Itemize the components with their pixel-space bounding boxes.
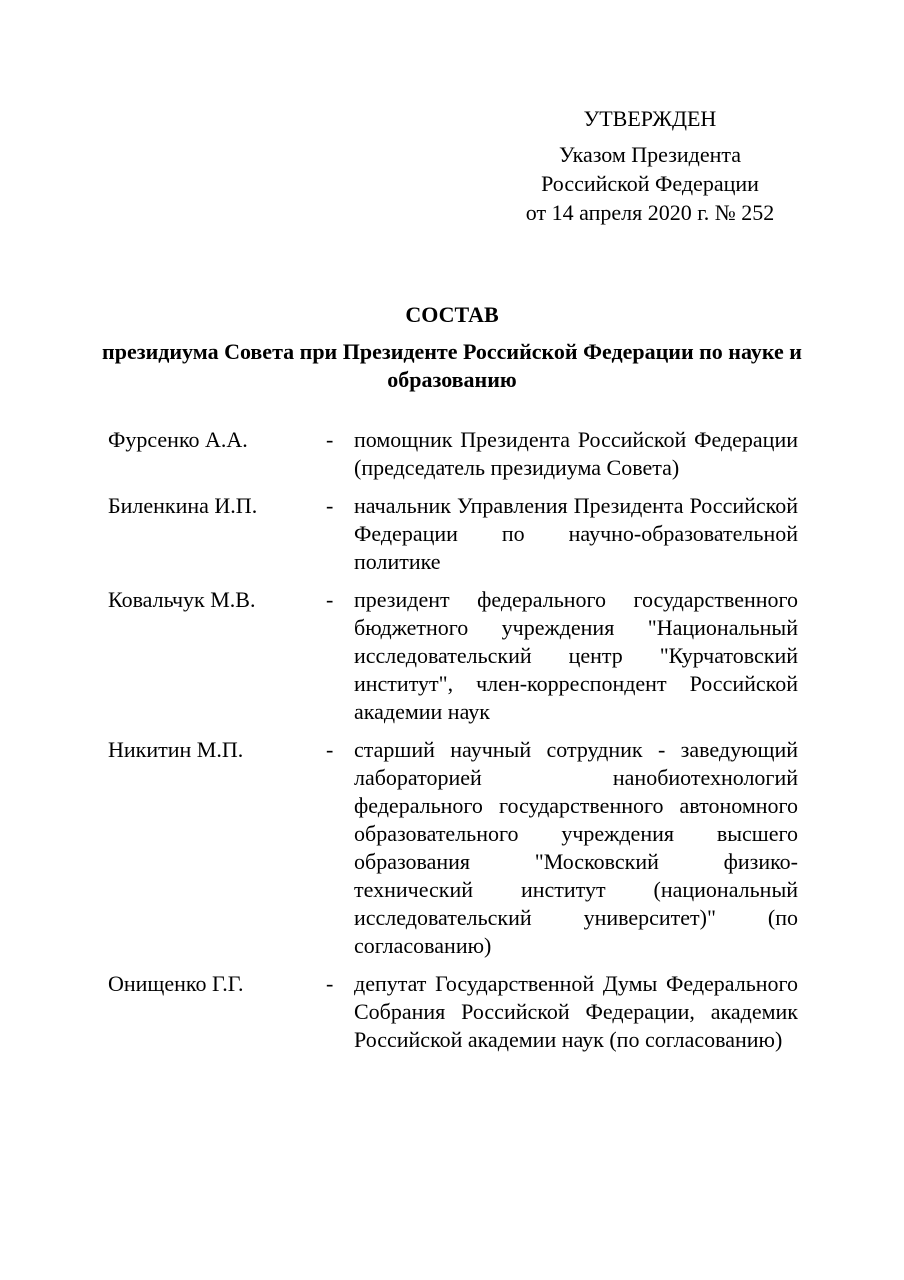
member-description: старший научный сотрудник - заведующий лабораторией нанобиотехнологий федерального государственного автономного образовательного учреждения высшего образования "Московский физико-технический институт (национальный исследовательский университет)" (по согласованию) [354, 737, 798, 958]
approval-line-1: Указом Президента [558, 142, 742, 167]
member-description: помощник Президента Российской Федерации (председатель президиума Совета) [354, 427, 798, 480]
title-subtitle: президиума Совета при Президенте Российской Федерации по науке и образованию [102, 339, 802, 392]
member-dash: - [326, 493, 334, 518]
member-description: депутат Государственной Думы Федерального Собрания Российской Федерации, академик Российской академии наук (по согласованию) [354, 971, 798, 1052]
approved-label: УТВЕРЖДЕН [583, 106, 717, 131]
member-row [108, 492, 798, 576]
approval-line-3: от 14 апреля 2020 г. № 252 [525, 200, 775, 225]
member-description: начальник Управления Президента Российской Федерации по научно-образовательной политике [354, 493, 798, 574]
member-description: президент федерального государственного бюджетного учреждения "Национальный исследовательский центр "Курчатовский институт", член-корреспондент Российской академии наук [354, 587, 798, 724]
member-dash: - [326, 971, 334, 996]
document-title [100, 300, 804, 394]
member-name: Ковальчук М.В. [108, 587, 256, 612]
member-dash: - [326, 737, 334, 762]
member-row [108, 970, 798, 1054]
member-name: Онищенко Г.Г. [108, 971, 244, 996]
member-row [108, 736, 798, 960]
member-row [108, 426, 798, 482]
member-dash: - [326, 427, 334, 452]
member-name: Биленкина И.П. [108, 493, 258, 518]
member-name: Фурсенко А.А. [108, 427, 248, 452]
member-name: Никитин М.П. [108, 737, 244, 762]
member-row [108, 586, 798, 726]
approval-stamp [500, 104, 800, 227]
title-heading: СОСТАВ [405, 302, 499, 327]
members-list [108, 426, 798, 1064]
member-dash: - [326, 587, 334, 612]
approval-line-2: Российской Федерации [541, 171, 759, 196]
